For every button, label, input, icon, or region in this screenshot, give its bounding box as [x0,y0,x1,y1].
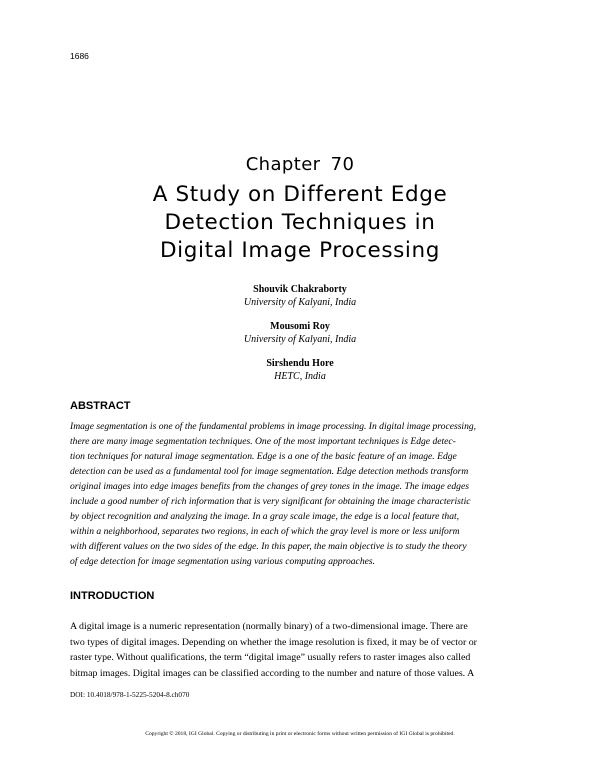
page-number: 1686 [70,51,89,61]
author-list [0,283,600,394]
abstract-line: there are many image segmentation techniques. One of the most important techniques is Edge detec- [70,436,456,447]
author-block [0,320,600,346]
introduction-heading: INTRODUCTION [70,590,155,602]
abstract-line: tion techniques for natural image segmentation. Edge is a one of the basic feature of an image. Edge [70,451,457,462]
abstract-heading: ABSTRACT [70,400,131,412]
title-line: A Study on Different Edge [152,182,448,207]
title-line: Digital Image Processing [160,238,440,263]
introduction-line: raster type. Without qualifications, the term “digital image” usually refers to raster images also called [70,652,471,663]
abstract-line: with different values on the two sides of the edge. In this paper, the main objective is to study the theory [70,541,467,552]
author-block [0,283,600,309]
doi: DOI: 10.4018/978-1-5225-5204-8.ch070 [70,690,190,699]
author-affiliation: University of Kalyani, India [243,334,357,345]
introduction-line: A digital image is a numeric representation (normally binary) of a two-dimensional image. There are [70,621,468,632]
chapter-label: Chapter 70 [245,154,355,175]
abstract-line: by object recognition and analyzing the image. In a gray scale image, the edge is a local feature that, [70,511,460,522]
abstract-body [70,419,514,569]
copyright-notice: Copyright © 2018, IGI Global. Copying or distributing in print or electronic forms without written permission of IGI Global is prohibited. [145,731,455,737]
abstract-line: within a neighborhood, separates two regions, in each of which the gray level is more or less uniform [70,526,460,537]
title-line: Detection Techniques in [164,210,436,235]
introduction-line: bitmap images. Digital images can be classified according to the number and nature of those values. A [70,667,475,679]
abstract-line: detection can be used as a fundamental tool for image segmentation. Edge detection methods transform [70,466,469,477]
paper-title [60,181,540,265]
abstract-line: original images into edge images benefits from the changes of grey tones in the image. The image edges [70,481,469,492]
author-name: Sirshendu Hore [266,358,334,369]
author-block [0,357,600,383]
abstract-line: Image segmentation is one of the fundamental problems in image processing. In digital image processing, [70,421,477,432]
introduction-line: two types of digital images. Depending on whether the image resolution is fixed, it may be of vector or [70,636,477,648]
introduction-body [70,619,514,681]
author-affiliation: University of Kalyani, India [243,297,357,308]
author-name: Shouvik Chakraborty [253,284,347,295]
author-affiliation: HETC, India [274,371,326,382]
author-name: Mousomi Roy [270,321,330,332]
abstract-line: of edge detection for image segmentation using various computing approaches. [70,556,375,567]
abstract-line: include a good number of rich information that is very significant for obtaining the image characteristic [70,496,471,507]
